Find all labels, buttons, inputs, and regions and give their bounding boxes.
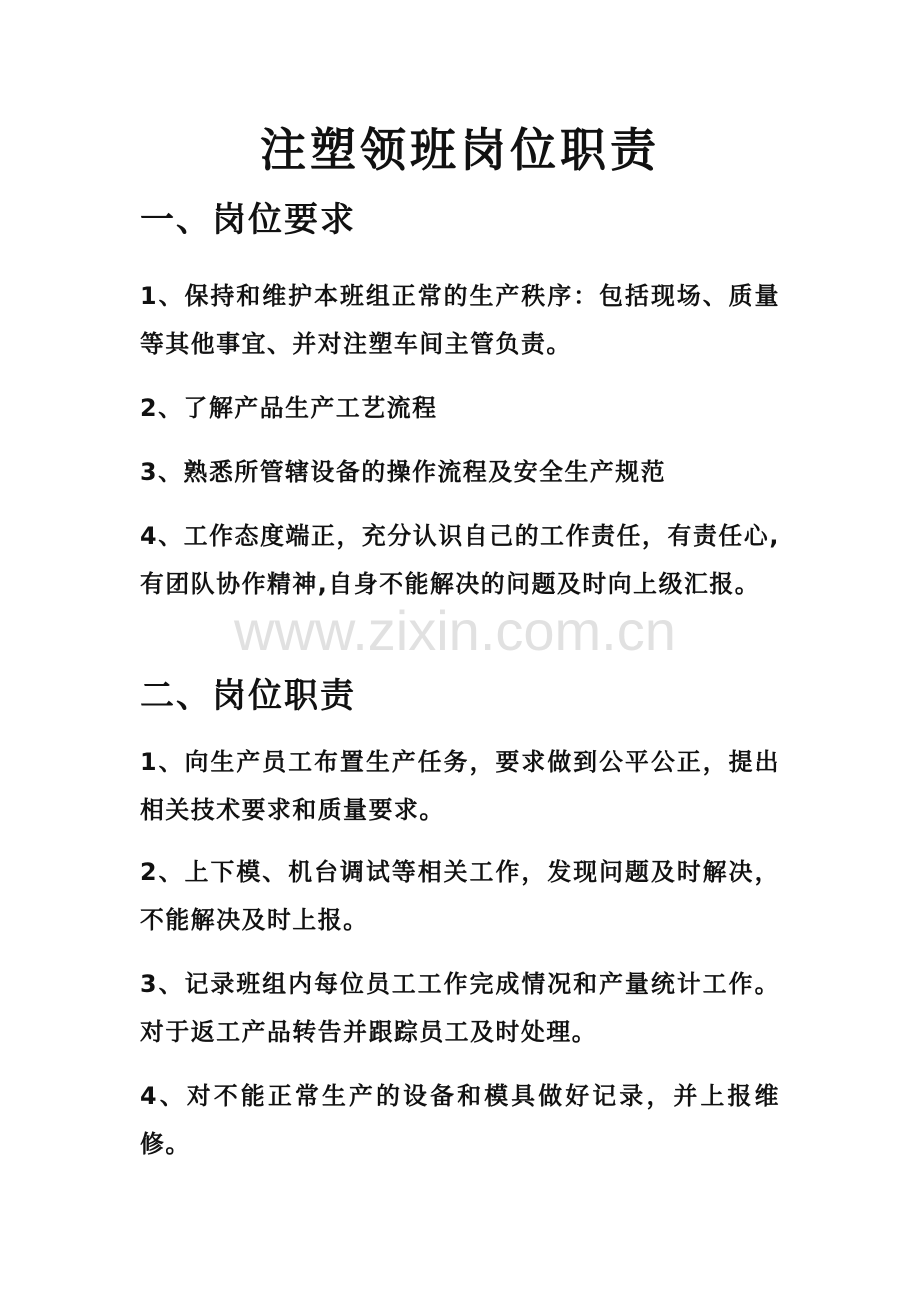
duty-item-2: 2、上下模、机台调试等相关工作，发现问题及时解决，不能解决及时上报。 bbox=[140, 858, 780, 934]
requirement-item-3: 3、熟悉所管辖设备的操作流程及安全生产规范 bbox=[140, 458, 667, 486]
watermark: www.zixin.com.cn bbox=[234, 599, 676, 662]
duty-item-1: 1、向生产员工布置生产任务，要求做到公平公正，提出相关技术要求和质量要求。 bbox=[140, 748, 780, 824]
requirement-item-2: 2、了解产品生产工艺流程 bbox=[140, 394, 438, 422]
document-title: 注塑领班岗位职责 bbox=[260, 123, 660, 177]
duty-item-3: 3、记录班组内每位员工工作完成情况和产量统计工作。对于返工产品转告并跟踪员工及时处理。 bbox=[140, 970, 780, 1046]
duty-item-4: 4、对不能正常生产的设备和模具做好记录，并上报维修。 bbox=[140, 1082, 780, 1158]
requirement-item-1: 1、保持和维护本班组正常的生产秩序：包括现场、质量等其他事宜、并对注塑车间主管负责。 bbox=[140, 282, 780, 358]
section-heading-duties: 二、岗位职责 bbox=[140, 676, 356, 716]
requirement-item-4: 4、工作态度端正，充分认识自己的工作责任，有责任心,有团队协作精神,自身不能解决的问题及时向上级汇报。 bbox=[140, 522, 780, 598]
section-heading-requirements: 一、岗位要求 bbox=[140, 200, 356, 240]
